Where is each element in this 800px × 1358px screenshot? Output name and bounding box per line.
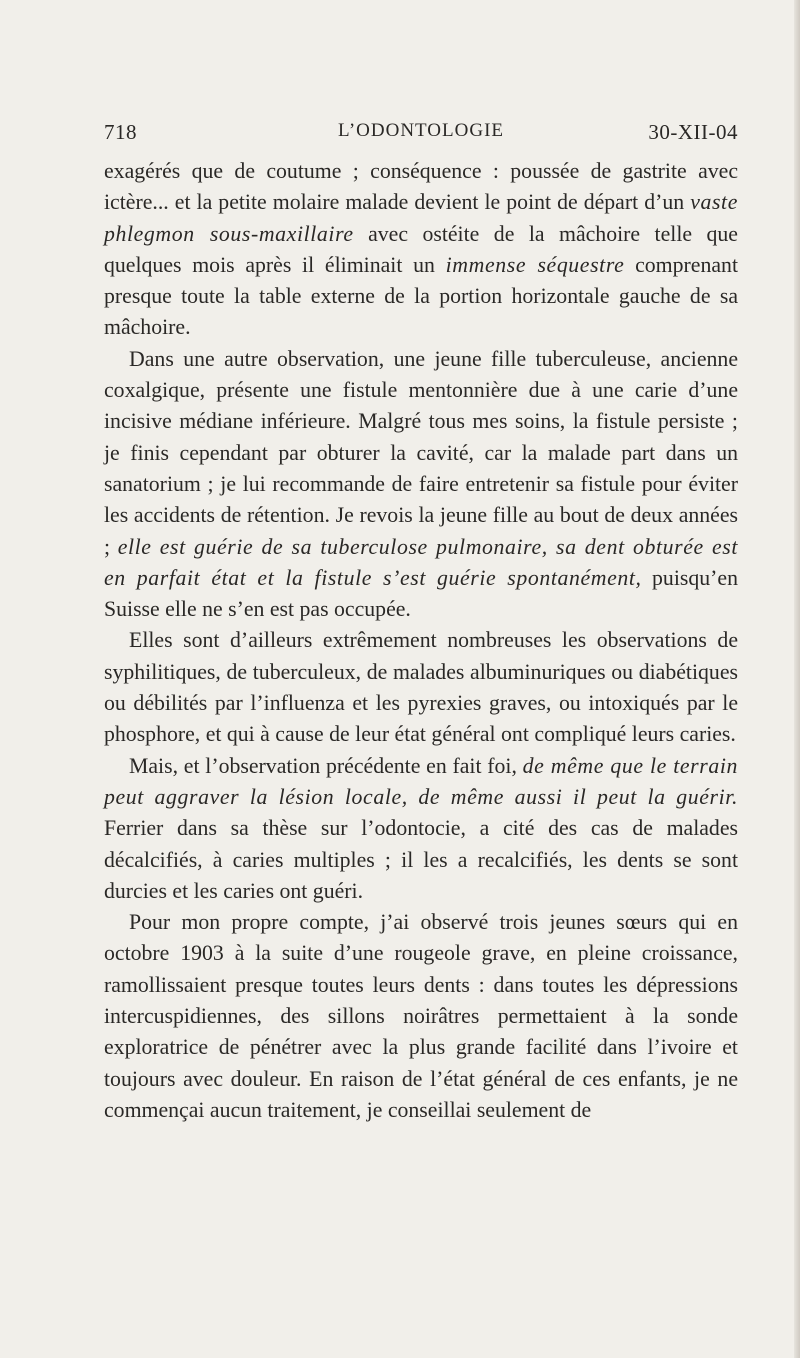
- paragraph-text: exagérés que de coutume ; conséquence : poussée de gastrite avec ictère... et la petite molaire malade devient le point de départ d’un: [104, 159, 738, 215]
- italic-text: immense séquestre: [445, 252, 625, 277]
- page-header: [104, 120, 738, 148]
- paragraph: [104, 156, 738, 344]
- paragraph-text: Pour mon propre compte, j’ai observé trois jeunes sœurs qui en octobre 1903 à la suite d’une rougeole grave, en pleine croissance, ramollissaient presque toutes leurs dents : dans toutes les dépressions intercuspidiennes, des sillons noirâtres permettaient à la sonde exploratrice de pénétrer avec la plus grande facilité dans l’ivoire et toujours avec douleur. En raison de l’état général de ces enfants, je ne commençai aucun traitement, je conseillai seulement de: [104, 910, 738, 1122]
- paragraph-text: comprenant presque toute la table externe de la portion horizontale gauche de sa mâchoire.: [104, 252, 738, 340]
- paragraph: [104, 751, 738, 907]
- body-text: [104, 156, 738, 1126]
- page-number: 718: [104, 120, 137, 144]
- paragraph-text: Elles sont d’ailleurs extrêmement nombreuses les observations de syphilitiques, de tuberculeux, de malades albuminuriques ou diabétiques ou débilités par l’influenza et les pyrexies graves, ou intoxiqués par le phosphore, et qui à cause de leur état général ont compliqué leurs caries.: [104, 628, 738, 747]
- paragraph-text: Dans une autre observation, une jeune fille tuberculeuse, ancienne coxalgique, présente une fistule mentonnière due à une carie d’une incisive médiane inférieure. Malgré tous mes soins, la fistule persiste ; je finis cependant par obturer la cavité, car la malade part dans un sanatorium ; je lui recommande de faire entretenir sa fistule pour éviter les accidents de rétention. Je revois la jeune fille au bout de deux années ;: [104, 346, 738, 559]
- running-title: L’ODONTOLOGIE: [337, 120, 505, 141]
- italic-text: de même que le terrain peut aggraver la lésion locale, de même aussi il peut la guérir.: [104, 753, 739, 809]
- paragraph: [104, 907, 738, 1126]
- paragraph-text: avec ostéite de la mâchoire telle que quelques mois après il éliminait un: [104, 221, 738, 277]
- italic-text: vaste phlegmon sous-maxillaire: [104, 190, 738, 246]
- paragraph-text: puisqu’en Suisse elle ne s’en est pas occupée.: [104, 565, 738, 622]
- italic-text: elle est guérie de sa tuberculose pulmonaire, sa dent obturée est en parfait état et la fistule s’est guérie spontanément,: [104, 534, 738, 590]
- paragraph-text: Ferrier dans sa thèse sur l’odontocie, a cité des cas de malades décalcifiés, à caries multiples ; il les a recalcifiés, les dents se sont durcies et les caries ont guéri.: [104, 816, 738, 903]
- page-edge: [794, 0, 800, 1358]
- paragraph-text: Mais, et l’observation précédente en fait foi,: [129, 753, 523, 778]
- paragraph: [104, 344, 738, 626]
- paragraph: [104, 625, 738, 750]
- issue-date: 30-XII-04: [648, 120, 738, 144]
